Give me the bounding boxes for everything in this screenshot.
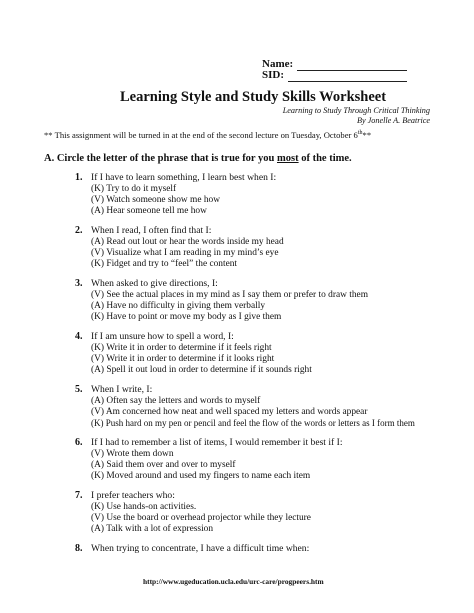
question-text: If I had to remember a list of items, I would remember it best if I: xyxy=(91,437,343,448)
option[interactable]: (A) Spell it out loud in order to determine if it sounds right xyxy=(91,365,312,375)
question-text: If I am unsure how to spell a word, I: xyxy=(91,331,234,342)
question-text: When I write, I: xyxy=(91,384,153,395)
option[interactable]: (K) Moved around and used my fingers to name each item xyxy=(91,471,311,481)
option[interactable]: (V) Am concerned how neat and well spaced my letters and words appear xyxy=(91,407,368,417)
question-text: When asked to give directions, I: xyxy=(91,278,218,289)
question-number: 2. xyxy=(75,225,83,236)
option[interactable]: (V) See the actual places in my mind as I say them or prefer to draw them xyxy=(91,290,368,300)
note-suffix: ** xyxy=(362,130,372,140)
assignment-note xyxy=(44,130,371,140)
sid-label: SID: xyxy=(262,69,285,81)
option[interactable]: (K) Fidget and try to “feel” the content xyxy=(91,259,238,269)
question-number: 3. xyxy=(75,278,83,289)
section-heading-text: A. Circle the letter of the phrase that is true for you xyxy=(44,153,277,164)
subtitle-line-1: Learning to Study Through Critical Thinking xyxy=(282,106,430,115)
sid-field[interactable] xyxy=(288,81,407,82)
question-number: 4. xyxy=(75,331,83,342)
question-number: 5. xyxy=(75,384,83,395)
name-field[interactable] xyxy=(297,70,407,71)
option[interactable]: (A) Said them over and over to myself xyxy=(91,460,236,470)
question-number: 1. xyxy=(75,172,83,183)
option[interactable]: (V) Wrote them down xyxy=(91,449,174,459)
option[interactable]: (A) Have no difficulty in giving them verbally xyxy=(91,301,266,311)
option[interactable]: (V) Write it in order to determine if it looks right xyxy=(91,354,275,364)
question-number: 7. xyxy=(75,490,83,501)
option[interactable]: (A) Read out lout or hear the words inside my head xyxy=(91,237,284,247)
option[interactable]: (V) Visualize what I am reading in my mind’s eye xyxy=(91,248,279,258)
option[interactable]: (K) Have to point or move my body as I give them xyxy=(91,312,282,322)
footer-link[interactable]: http://www.ugeducation.ucla.edu/urc-care/progpeers.htm xyxy=(143,577,324,586)
note-sup: th xyxy=(357,130,363,137)
section-heading-suffix: of the time. xyxy=(298,153,352,164)
option[interactable]: (K) Use hands-on activities. xyxy=(91,502,197,512)
question-number: 6. xyxy=(75,437,83,448)
page-title: Learning Style and Study Skills Worksheet xyxy=(120,89,387,105)
question-text: If I have to learn something, I learn best when I: xyxy=(91,172,277,183)
option[interactable]: (A) Often say the letters and words to myself xyxy=(91,396,261,406)
option[interactable]: (K) Write it in order to determine if it feels right xyxy=(91,343,272,353)
name-label: Name: xyxy=(262,58,294,70)
question-text: I prefer teachers who: xyxy=(91,490,175,501)
question-text: When I read, I often find that I: xyxy=(91,225,212,236)
option[interactable]: (K) Push hard on my pen or pencil and feel the flow of the words or letters as I form them xyxy=(91,418,415,428)
question-number: 8. xyxy=(75,543,83,554)
option[interactable]: (A) Hear someone tell me how xyxy=(91,206,207,216)
option[interactable]: (V) Use the board or overhead projector while they lecture xyxy=(91,513,311,523)
option[interactable]: (K) Try to do it myself xyxy=(91,184,177,194)
option[interactable]: (V) Watch someone show me how xyxy=(91,195,220,205)
section-heading xyxy=(44,153,352,164)
section-heading-emphasis: most xyxy=(277,153,299,164)
option[interactable]: (A) Talk with a lot of expression xyxy=(91,524,214,534)
question-text: When trying to concentrate, I have a difficult time when: xyxy=(91,543,310,554)
note-text: ** This assignment will be turned in at the end of the second lecture on Tuesday, October 6 xyxy=(44,130,358,140)
subtitle-line-2: By Jonelle A. Beatrice xyxy=(356,116,430,125)
